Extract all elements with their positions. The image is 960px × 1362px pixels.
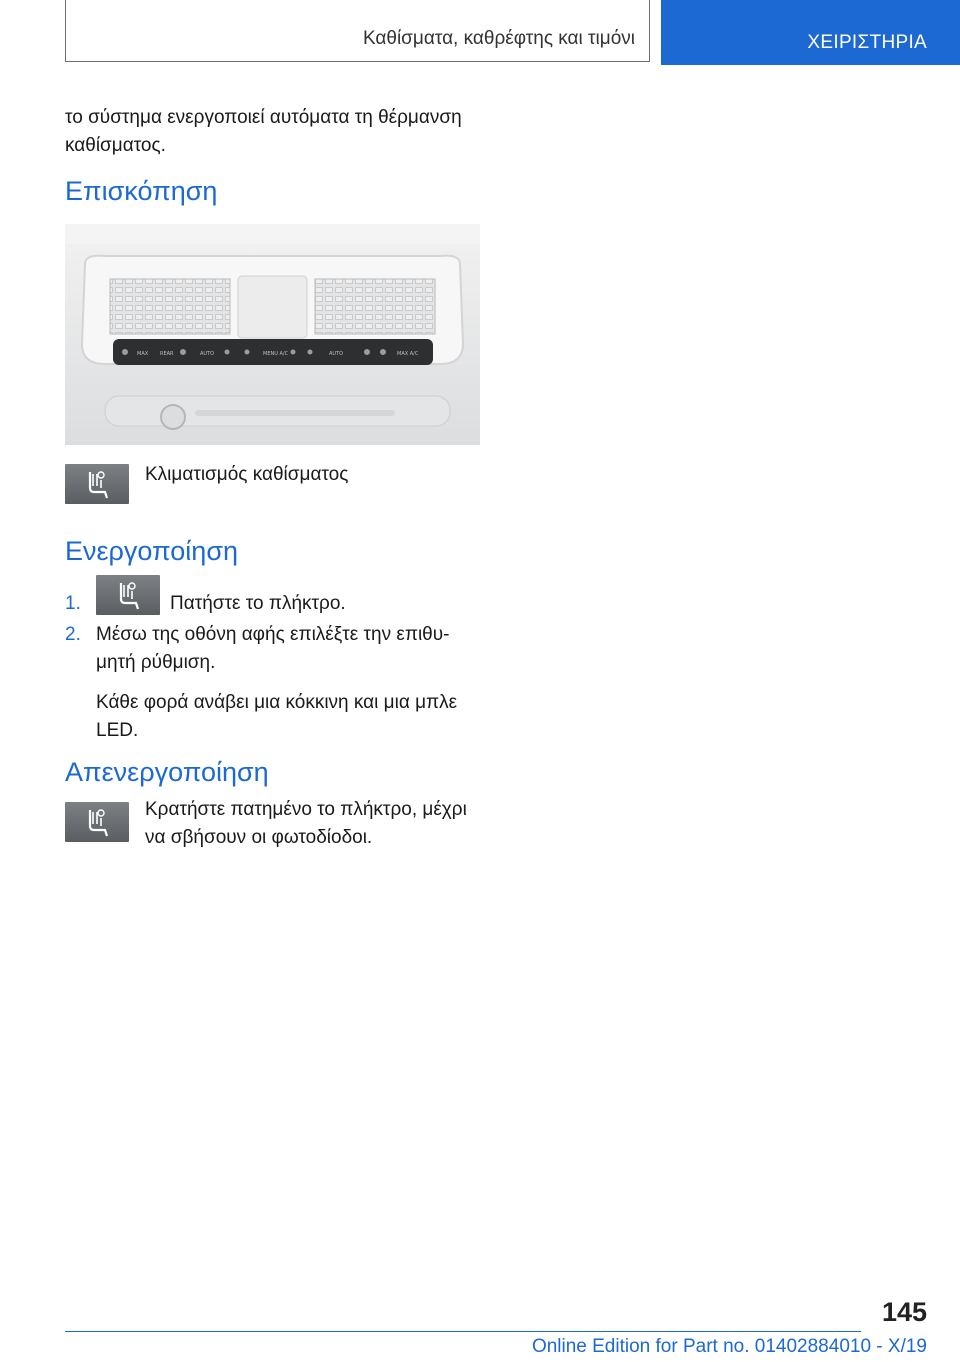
step-1 (65, 575, 346, 618)
header-section-title (65, 0, 650, 62)
step-number: 2. (65, 624, 81, 645)
step-2 (65, 621, 486, 745)
dashboard-illustration (65, 224, 480, 445)
section-title: Καθίσματα, καθρέφτης και τιμόνι (362, 28, 635, 49)
deactivation-heading: Απενεργοποίηση (65, 757, 269, 787)
panel-label: REAR (160, 351, 174, 357)
icon-caption: Κλιματισμός καθίσματος (145, 464, 349, 485)
footer-divider (65, 1331, 861, 1332)
activation-heading: Ενεργοποίηση (65, 536, 238, 566)
panel-label: AUTO (200, 351, 215, 357)
intro-paragraph: το σύστημα ενεργοποιεί αυτόματα τη θέρμανση καθίσματος. (65, 107, 462, 156)
page-number: 145 (881, 1297, 927, 1327)
panel-label: MAX A/C (397, 351, 419, 357)
header-chapter-tab[interactable] (661, 0, 960, 65)
step-note-line: Κάθε φορά ανάβει μια κόκκινη και μια μπλε (96, 692, 458, 713)
seat-ventilation-icon (96, 575, 160, 615)
step-text-line: μητή ρύθμιση. (96, 652, 216, 673)
step-number: 1. (65, 593, 81, 614)
deactivation-text-line: Κρατήστε πατημένο το πλήκτρο, μέχρι (145, 799, 467, 820)
panel-label: AUTO (329, 351, 344, 357)
panel-label: MAX (137, 351, 149, 357)
chapter-title: ΧΕΙΡΙΣΤΗΡΙΑ (807, 32, 927, 53)
seat-climate-icon-row (65, 464, 348, 504)
climate-panel-photo (65, 224, 480, 445)
deactivation-text-line: να σβήσουν οι φωτοδίοδοι. (145, 827, 373, 848)
seat-ventilation-icon (65, 802, 129, 842)
step-text-line: Μέσω της οθόνη αφής επιλέξτε την επιθυ- (96, 624, 450, 645)
deactivation-row (65, 799, 467, 852)
seat-ventilation-icon (65, 464, 129, 504)
step-text: Πατήστε το πλήκτρο. (170, 593, 346, 614)
panel-label: MENU A/C (263, 351, 289, 357)
step-note-line: LED. (96, 720, 139, 741)
overview-heading: Επισκόπηση (65, 176, 218, 206)
edition-note[interactable]: Online Edition for Part no. 01402884010 - X/19 (531, 1336, 927, 1357)
